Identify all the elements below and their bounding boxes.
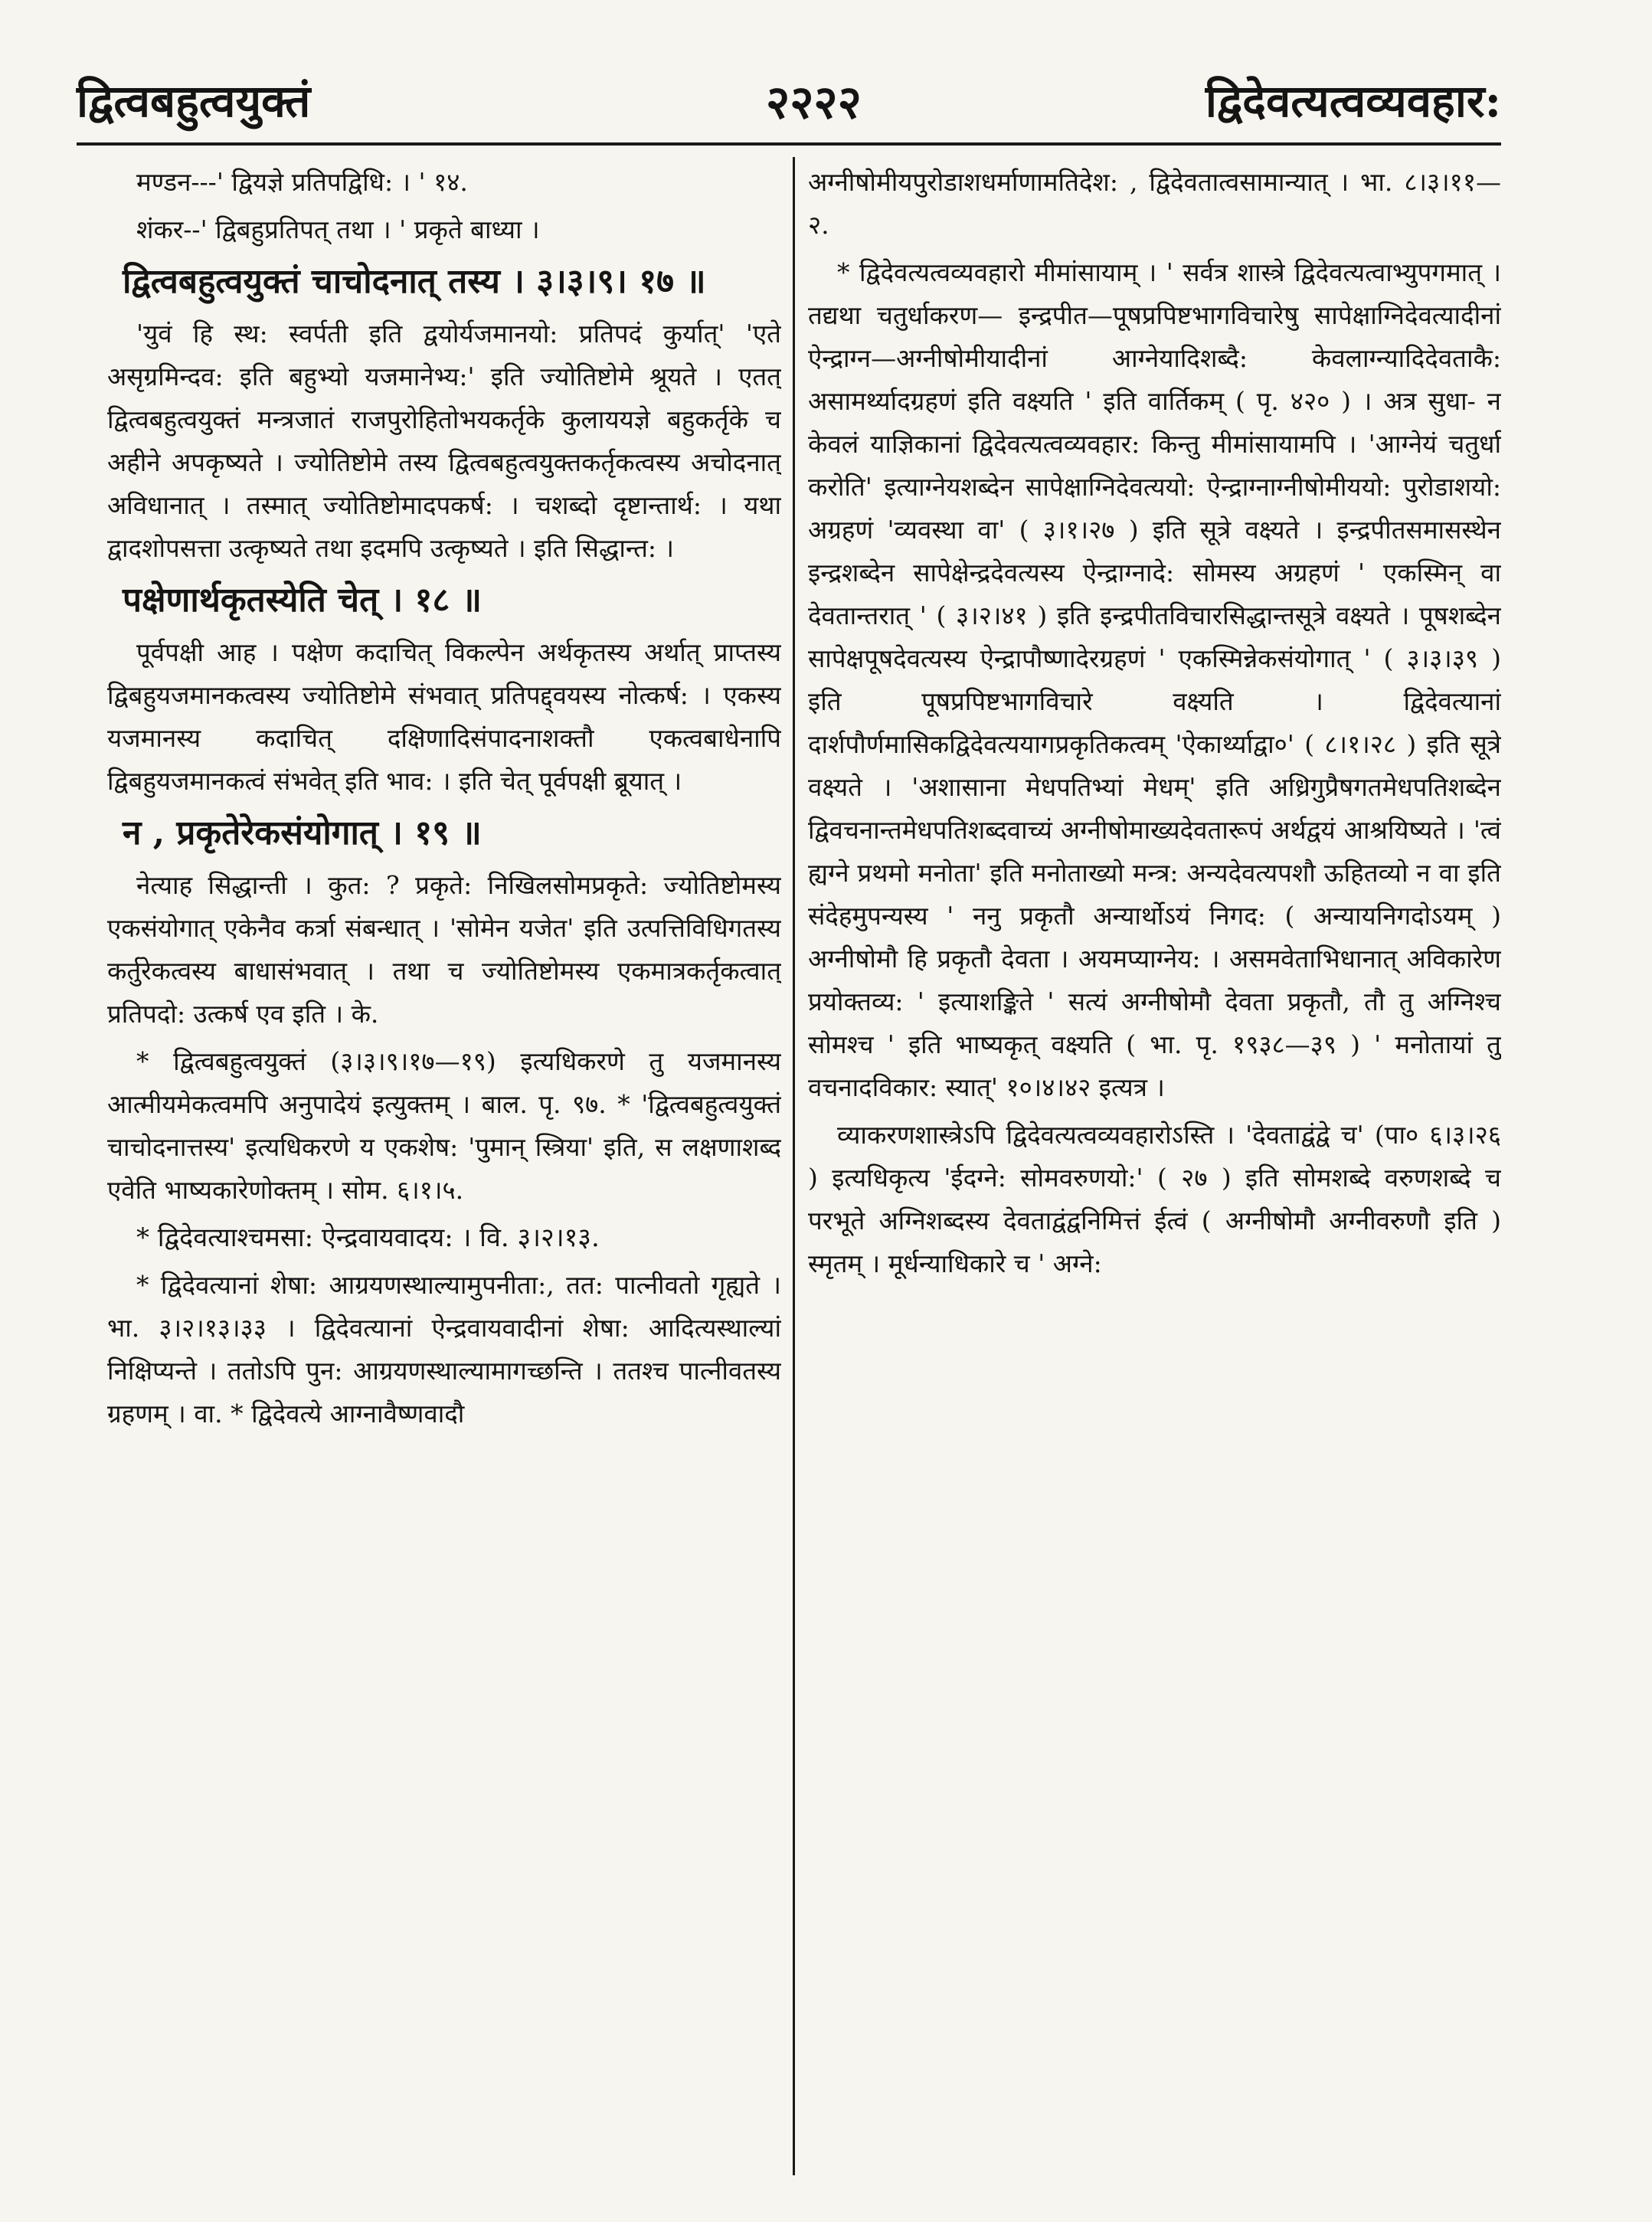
column-divider <box>793 157 795 2175</box>
left-para-dvidevatya-camasa: * द्विदेवत्याश्चमसा: ऐन्द्रवायवादय: । वि. ३।२।१३. <box>136 1222 600 1253</box>
left-para-mandana: मण्डन---' द्वियज्ञे प्रतिपद्विधि: । ' १४. <box>136 167 468 197</box>
left-para-commentary-19: नेत्याह सिद्धान्ती । कुत: ? प्रकृते: निखिलसोमप्रकृते: ज्योतिष्टोमस्य एकसंयोगात् एकेनैव कर्त्रा संबन्धात् । 'सोमेन यजेत' इति उत्पत्तिविधिगतस्य कर्तुरेकत्वस्य बाधासंभवात् । तथा च ज्योतिष्टोमस्य एकमात्रकर्तृकत्वात् प्रतिपदो: उत्कर्ष एव इति । के. <box>107 870 781 1029</box>
page-header <box>77 54 1501 138</box>
page-number: २२२२ <box>766 76 862 129</box>
right-para-vyakarana: व्याकरणशास्त्रेऽपि द्विदेवत्यत्वव्यवहारोऽस्ति । 'देवताद्वंद्वे च' (पा० ६।३।२६ ) इत्यधिकृत्य 'ईदग्ने: सोमवरुणयो:' ( २७ ) इति सोमशब्दे वरुणशब्दे च परभूते अग्निशब्दस्य देवताद्वंद्वनिमित्तं ईत्वं ( अग्नीषोमौ अग्नीवरुणौ इति ) स्मृतम् । मूर्धन्याधिकारे च ' अग्ने: <box>808 1120 1501 1278</box>
right-column <box>808 161 1501 2175</box>
left-para-shankara: शंकर--' द्विबहुप्रतिपत् तथा । ' प्रकृते बाध्या । <box>136 214 540 244</box>
left-para-references: * द्वित्वबहुत्वयुक्तं (३।३।९।१७—१९) इत्यधिकरणे तु यजमानस्य आत्मीयमेकत्वमपि अनुपादेयं इत्युक्तम् । बाल. पृ. ९७. * 'द्वित्वबहुत्वयुक्तं चाचोदनात्तस्य' इत्यधिकरणे य एकशेष: 'पुमान् स्त्रिया' इति, स लक्षणाशब्द एवेति भाष्यकारेणोक्तम् । सोम. ६।१।५. <box>107 1046 781 1205</box>
header-left-keyword: द्वित्वबहुत्वयुक्तं <box>77 75 311 127</box>
header-divider <box>77 142 1501 146</box>
sutra-heading-17: द्वित्वबहुत्वयुक्तं चाचोदनात् तस्य । ३।३।९। १७ ॥ <box>123 262 706 301</box>
left-para-commentary-17: 'युवं हि स्थ: स्वर्पती इति द्वयोर्यजमानयो: प्रतिपदं कुर्यात्' 'एते असृग्रमिन्दव: इति बहुभ्यो यजमानेभ्य:' इति ज्योतिष्टोमे श्रूयते । एतत् द्वित्वबहुत्वयुक्तं मन्त्रजातं राजपुरोहितोभयकर्तृके कुलायय‍ज्ञे बहुकर्तृके च अहीने अपकृष्यते । ज्योतिष्टोमे तस्य द्वित्वबहुत्वयुक्तकर्तृकत्वस्य अचोदनात् अविधानात् । तस्मात् ज्योतिष्टोमादपकर्ष: । चशब्दो दृष्टान्तार्थ: । यथा द्वादशोपसत्ता उत्कृष्यते तथा इदमपि उत्कृष्यते । इति सिद्धान्त: । <box>107 319 781 563</box>
header-right-keyword: द्विदेवत्यत्वव्यवहार: <box>1205 75 1501 127</box>
sutra-heading-19: न , प्रकृतेरेकसंयोगात् । १९ ॥ <box>123 813 482 852</box>
left-para-dvidevatya-shesha: * द्विदेवत्यानां शेषा: आग्रयणस्थाल्यामुपनीता:, तत: पात्नीवतो गृह्यते । भा. ३।२।१३।३३ । द्विदेवत्यानां ऐन्द्रवायवादीनां शेषा: आदित्यस्थाल्यां निक्षिप्यन्ते । ततोऽपि पुन: आग्रयणस्थाल्यामागच्छन्ति । ततश्च पात्नीवतस्य ग्रहणम् । वा. * द्विदेवत्ये आग्नावैष्णवादौ <box>107 1270 781 1428</box>
right-para-mimamsa: * द्विदेवत्यत्वव्यवहारो मीमांसायाम् । ' सर्वत्र शास्त्रे द्विदेवत्यत्वाभ्युपगमात् । तद्यथा चतुर्धाकरण— इन्द्रपीत—पूषप्रपिष्टभागविचारेषु सापेक्षाग्निदेवत्यादीनां ऐन्द्राग्न—अग्नीषोमीयादीनां आग्नेयादिशब्दै: केवलाग्न्यादिदेवताकै: असामर्थ्यादग्रहणं इति वक्ष्यति ' इति वार्तिकम् ( पृ. ४२० ) । अत्र सुधा- न केवलं याज्ञिकानां द्विदेवत्यत्वव्यवहार: किन्तु मीमांसायामपि । 'आग्नेयं चतुर्धा करोति' इत्याग्नेयशब्देन सापेक्षाग्निदेवत्ययो: ऐन्द्राग्नाग्नीषोमीययो: पुरोडाशयो: अग्रहणं 'व्यवस्था वा' ( ३।१।२७ ) इति सूत्रे वक्ष्यते । इन्द्रपीतसमासस्थेन इन्द्रशब्देन सापेक्षेन्द्रदेवत्यस्य ऐन्द्राग्नादे: सोमस्य अग्रहणं ' एकस्मिन् वा देवतान्तरात् ' ( ३।२।४१ ) इति इन्द्रपीतविचारसिद्धान्तसूत्रे वक्ष्यते । पूषशब्देन सापेक्षपूषदेवत्यस्य ऐन्द्रापौष्णादेरग्रहणं ' एकस्मिन्नेकसंयोगात् ' ( ३।३।३९ ) इति पूषप्रपिष्टभागविचारे वक्ष्यति । द्विदेवत्यानां दार्शपौर्णमासिकद्विदेवत्ययागप्रकृतिकत्वम् 'ऐकार्थ्याद्वा०' ( ८।१।२८ ) इति सूत्रे वक्ष्यते । 'अशासाना मेधपतिभ्यां मेधम्' इति अध्रिगुप्रैषगतमेधपतिशब्देन द्विवचनान्तमेधपतिशब्दवाच्यं अग्नीषोमाख्यदेवतारूपं अर्थद्वयं आश्रयिष्यते । 'त्वं ह्यग्ने प्रथमो मनोता' इति मनोताख्यो मन्त्र: अन्यदेवत्यपशौ ऊहितव्यो न वा इति संदेहमुपन्यस्य ' ननु प्रकृतौ अन्यार्थोऽयं निगद: ( अन्यायनिगदोऽयम् ) अग्नीषोमौ हि प्रकृतौ देवता । अयमप्याग्नेय: । असमवेताभिधानात् अविकारेण प्रयोक्तव्य: ' इत्याशङ्किते ' सत्यं अग्नीषोमौ देवता प्रकृतौ, तौ तु अग्निश्च सोमश्च ' इति भाष्यकृत् वक्ष्यति ( भा. पृ. १९३८—३९ ) ' मनोतायां तु वचनादविकार: स्यात्' १०।४।४२ इत्यत्र । <box>808 257 1501 1102</box>
right-para-continuation: अग्नीषोमीयपुरोडाशधर्माणामतिदेश: , द्विदेवतात्वसामान्यात् । भा. ८।३।११—२. <box>808 167 1501 240</box>
left-para-commentary-18: पूर्वपक्षी आह । पक्षेण कदाचित् विकल्पेन अर्थकृतस्य अर्थात् प्राप्तस्य द्विबहुयजमानकत्वस्य ज्योतिष्टोमे संभवात् प्रतिपद्द्वयस्य नोत्कर्ष: । एकस्य यजमानस्य कदाचित् दक्षिणादिसंपादनाशक्तौ एकत्वबाधेनापि द्विबहुयजमानकत्वं संभवेत् इति भाव: । इति चेत् पूर्वपक्षी ब्रूयात् । <box>107 637 781 796</box>
left-column <box>107 161 781 2175</box>
sutra-heading-18: पक्षेणार्थकृतस्येति चेत् । १८ ॥ <box>123 581 482 620</box>
